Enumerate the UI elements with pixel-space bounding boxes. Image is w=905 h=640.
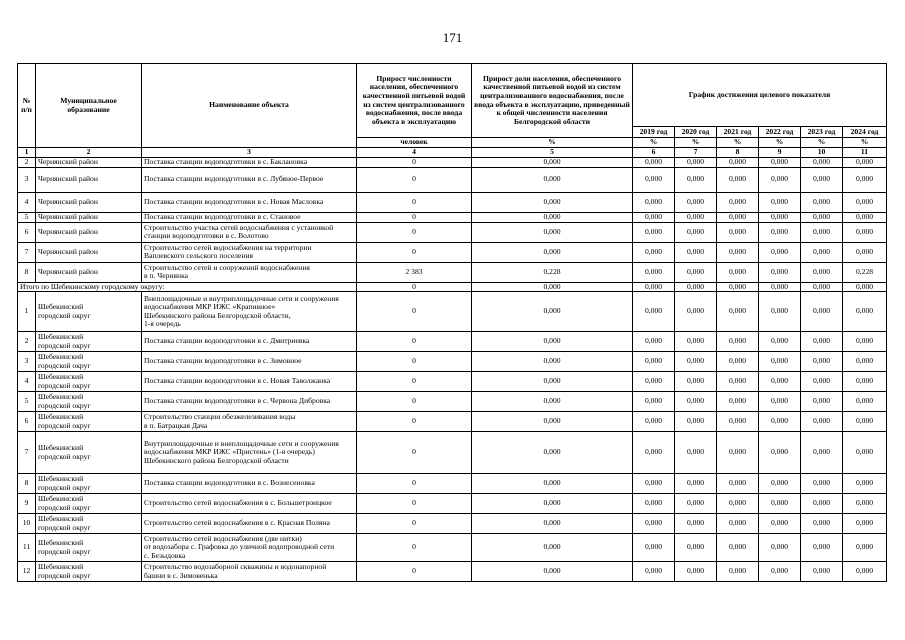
- year-value-cell: 0,000: [801, 212, 843, 222]
- year-value-cell: 0,228: [843, 262, 887, 282]
- year-value-cell: 0,000: [801, 392, 843, 412]
- year-value-cell: 0,000: [717, 222, 759, 242]
- year-value-cell: 0,000: [675, 242, 717, 262]
- object-name-cell: Поставка станции водоподготовки в с. Червона Дибровка: [142, 392, 357, 412]
- table-body: [18, 157, 887, 582]
- year-value-cell: 0,000: [843, 167, 887, 192]
- year-value-cell: 0,000: [717, 474, 759, 494]
- object-name-cell: Поставка станции водоподготовки в с. Становое: [142, 212, 357, 222]
- municipality-cell: Шебекинский городской округ: [36, 372, 142, 392]
- object-name-cell: Строительство сетей водоснабжения на территории Ваплевского сельского поселения: [142, 242, 357, 262]
- total-year-value: 0,000: [633, 282, 675, 292]
- total-year-value: 0,000: [759, 282, 801, 292]
- population-growth-cell: 0: [357, 372, 472, 392]
- year-value-cell: 0,000: [675, 392, 717, 412]
- year-value-cell: 0,000: [843, 292, 887, 332]
- year-value-cell: 0,000: [759, 167, 801, 192]
- header-year: 2022 год: [759, 127, 801, 138]
- table-row: [18, 167, 887, 192]
- year-value-cell: 0,000: [717, 192, 759, 212]
- year-value-cell: 0,000: [759, 292, 801, 332]
- row-number: 6: [18, 412, 36, 432]
- share-growth-cell: 0,000: [472, 242, 633, 262]
- row-number: 8: [18, 262, 36, 282]
- year-value-cell: 0,000: [843, 514, 887, 534]
- year-value-cell: 0,000: [675, 212, 717, 222]
- municipality-cell: Шебекинский городской округ: [36, 332, 142, 352]
- year-value-cell: 0,000: [717, 534, 759, 562]
- object-name-cell: Строительство сетей водоснабжения в с. Большетроицкое: [142, 494, 357, 514]
- object-name-cell: Поставка станции водоподготовки в с. Баклановка: [142, 157, 357, 167]
- unit-percent: %: [843, 138, 887, 148]
- row-number: 7: [18, 242, 36, 262]
- total-year-value: 0,000: [675, 282, 717, 292]
- year-value-cell: 0,000: [633, 242, 675, 262]
- year-value-cell: 0,000: [717, 412, 759, 432]
- municipality-cell: Чернянский район: [36, 212, 142, 222]
- share-growth-cell: 0,000: [472, 192, 633, 212]
- year-value-cell: 0,000: [801, 412, 843, 432]
- row-number: 11: [18, 534, 36, 562]
- column-number: 1: [18, 148, 36, 158]
- year-value-cell: 0,000: [633, 292, 675, 332]
- municipality-cell: Шебекинский городской округ: [36, 412, 142, 432]
- object-name-cell: Поставка станции водоподготовки в с. Дмитриевка: [142, 332, 357, 352]
- population-growth-cell: 0: [357, 534, 472, 562]
- header-column-numbers-row: [18, 148, 887, 158]
- header-population-growth: Прирост численности населения, обеспеченного качественной питьевой водой из систем централизованного водоснабжения, после ввода объекта в эксплуатацию: [357, 64, 472, 138]
- year-value-cell: 0,000: [633, 332, 675, 352]
- table-row: [18, 292, 887, 332]
- population-growth-cell: 0: [357, 514, 472, 534]
- table-row: [18, 332, 887, 352]
- year-value-cell: 0,000: [801, 474, 843, 494]
- table-row: [18, 157, 887, 167]
- year-value-cell: 0,000: [633, 262, 675, 282]
- header-no: № п/п: [18, 64, 36, 148]
- year-value-cell: 0,000: [675, 192, 717, 212]
- municipality-cell: Шебекинский городской округ: [36, 514, 142, 534]
- year-value-cell: 0,000: [675, 292, 717, 332]
- year-value-cell: 0,000: [675, 332, 717, 352]
- municipality-cell: Шебекинский городской округ: [36, 474, 142, 494]
- year-value-cell: 0,000: [675, 352, 717, 372]
- row-number: 6: [18, 222, 36, 242]
- share-growth-cell: 0,000: [472, 222, 633, 242]
- year-value-cell: 0,000: [675, 412, 717, 432]
- year-value-cell: 0,000: [675, 534, 717, 562]
- year-value-cell: 0,000: [759, 242, 801, 262]
- year-value-cell: 0,000: [843, 562, 887, 582]
- row-number: 2: [18, 332, 36, 352]
- share-growth-cell: 0,000: [472, 534, 633, 562]
- year-value-cell: 0,000: [717, 292, 759, 332]
- year-value-cell: 0,000: [633, 514, 675, 534]
- year-value-cell: 0,000: [717, 432, 759, 474]
- year-value-cell: 0,000: [801, 262, 843, 282]
- year-value-cell: 0,000: [717, 157, 759, 167]
- table-row: [18, 392, 887, 412]
- year-value-cell: 0,000: [759, 392, 801, 412]
- year-value-cell: 0,000: [801, 352, 843, 372]
- total-population-growth: 0: [357, 282, 472, 292]
- population-growth-cell: 0: [357, 292, 472, 332]
- unit-percent: %: [759, 138, 801, 148]
- year-value-cell: 0,000: [633, 534, 675, 562]
- table-row: [18, 494, 887, 514]
- year-value-cell: 0,000: [675, 372, 717, 392]
- object-name-cell: Строительство сетей водоснабжения (две нитки) от водозабора с. Графовка до уличной водопроводной сети с. Безыдовка: [142, 534, 357, 562]
- column-number: 10: [801, 148, 843, 158]
- unit-percent: %: [472, 138, 633, 148]
- municipality-cell: Шебекинский городской округ: [36, 534, 142, 562]
- object-name-cell: Внеплощадочные и внутриплощадочные сети и сооружения водоснабжения МКР ИЖС «Крапивное» Шебекинского района Белгородской области, 1-я очередь: [142, 292, 357, 332]
- year-value-cell: 0,000: [843, 412, 887, 432]
- year-value-cell: 0,000: [675, 562, 717, 582]
- unit-percent: %: [801, 138, 843, 148]
- year-value-cell: 0,000: [759, 494, 801, 514]
- table-header: [18, 64, 887, 158]
- header-municipality: Муниципальное образование: [36, 64, 142, 148]
- unit-percent: %: [717, 138, 759, 148]
- share-growth-cell: 0,000: [472, 562, 633, 582]
- year-value-cell: 0,000: [759, 157, 801, 167]
- year-value-cell: 0,000: [843, 534, 887, 562]
- year-value-cell: 0,000: [675, 222, 717, 242]
- object-name-cell: Строительство участка сетей водоснабжения с установкой станции водоподготовки в с. Волотово: [142, 222, 357, 242]
- share-growth-cell: 0,000: [472, 292, 633, 332]
- object-name-cell: Строительство сетей водоснабжения в с. Красная Поляна: [142, 514, 357, 534]
- row-number: 10: [18, 514, 36, 534]
- row-number: 5: [18, 392, 36, 412]
- year-value-cell: 0,000: [843, 332, 887, 352]
- year-value-cell: 0,000: [843, 372, 887, 392]
- year-value-cell: 0,000: [675, 167, 717, 192]
- share-growth-cell: 0,000: [472, 352, 633, 372]
- year-value-cell: 0,000: [801, 192, 843, 212]
- year-value-cell: 0,000: [675, 474, 717, 494]
- population-growth-cell: 0: [357, 157, 472, 167]
- municipality-cell: Чернянский район: [36, 242, 142, 262]
- table-row: [18, 372, 887, 392]
- column-number: 2: [36, 148, 142, 158]
- row-number: 9: [18, 494, 36, 514]
- population-growth-cell: 0: [357, 332, 472, 352]
- year-value-cell: 0,000: [717, 332, 759, 352]
- total-year-value: 0,000: [843, 282, 887, 292]
- table-row: [18, 412, 887, 432]
- year-value-cell: 0,000: [843, 494, 887, 514]
- object-name-cell: Поставка станции водоподготовки в с. Новая Таволжанка: [142, 372, 357, 392]
- year-value-cell: 0,000: [717, 352, 759, 372]
- year-value-cell: 0,000: [759, 412, 801, 432]
- population-growth-cell: 0: [357, 432, 472, 474]
- year-value-cell: 0,000: [633, 192, 675, 212]
- share-growth-cell: 0,000: [472, 494, 633, 514]
- share-growth-cell: 0,000: [472, 514, 633, 534]
- row-number: 3: [18, 352, 36, 372]
- row-number: 2: [18, 157, 36, 167]
- year-value-cell: 0,000: [801, 562, 843, 582]
- year-value-cell: 0,000: [675, 432, 717, 474]
- year-value-cell: 0,000: [801, 332, 843, 352]
- table-row: [18, 262, 887, 282]
- population-growth-cell: 0: [357, 352, 472, 372]
- object-name-cell: Строительство станции обезжелезивания воды в п. Батрацкая Дача: [142, 412, 357, 432]
- year-value-cell: 0,000: [843, 392, 887, 412]
- object-name-cell: Строительство водозаборной скважины и водонапорной башни в с. Зимовенька: [142, 562, 357, 582]
- population-growth-cell: 0: [357, 222, 472, 242]
- year-value-cell: 0,000: [801, 242, 843, 262]
- year-value-cell: 0,000: [801, 157, 843, 167]
- population-growth-cell: 0: [357, 562, 472, 582]
- year-value-cell: 0,000: [717, 167, 759, 192]
- object-name-cell: Внутриплощадочные и внеплощадочные сети и сооружения водоснабжения МКР ИЖС «Пристень» (1-я очередь) Шебекинского района Белгородской области: [142, 432, 357, 474]
- header-year: 2023 год: [801, 127, 843, 138]
- row-number: 12: [18, 562, 36, 582]
- share-growth-cell: 0,228: [472, 262, 633, 282]
- year-value-cell: 0,000: [633, 494, 675, 514]
- year-value-cell: 0,000: [717, 372, 759, 392]
- population-growth-cell: 0: [357, 392, 472, 412]
- year-value-cell: 0,000: [801, 222, 843, 242]
- target-indicator-table: [17, 63, 887, 582]
- share-growth-cell: 0,000: [472, 157, 633, 167]
- year-value-cell: 0,000: [759, 262, 801, 282]
- total-year-value: 0,000: [801, 282, 843, 292]
- column-number: 9: [759, 148, 801, 158]
- share-growth-cell: 0,000: [472, 332, 633, 352]
- row-number: 7: [18, 432, 36, 474]
- municipality-cell: Чернянский район: [36, 192, 142, 212]
- municipality-cell: Чернянский район: [36, 157, 142, 167]
- row-number: 8: [18, 474, 36, 494]
- population-growth-cell: 0: [357, 474, 472, 494]
- year-value-cell: 0,000: [759, 514, 801, 534]
- municipality-cell: Шебекинский городской округ: [36, 494, 142, 514]
- object-name-cell: Поставка станции водоподготовки в с. Новая Масловка: [142, 192, 357, 212]
- table-row: [18, 514, 887, 534]
- year-value-cell: 0,000: [843, 212, 887, 222]
- share-growth-cell: 0,000: [472, 392, 633, 412]
- year-value-cell: 0,000: [717, 392, 759, 412]
- year-value-cell: 0,000: [843, 192, 887, 212]
- year-value-cell: 0,000: [717, 262, 759, 282]
- year-value-cell: 0,000: [843, 432, 887, 474]
- header-year: 2020 год: [675, 127, 717, 138]
- year-value-cell: 0,000: [759, 432, 801, 474]
- year-value-cell: 0,000: [633, 157, 675, 167]
- year-value-cell: 0,000: [801, 292, 843, 332]
- column-number: 6: [633, 148, 675, 158]
- year-value-cell: 0,000: [843, 222, 887, 242]
- table-row: [18, 432, 887, 474]
- year-value-cell: 0,000: [843, 242, 887, 262]
- header-year: 2019 год: [633, 127, 675, 138]
- municipality-cell: Шебекинский городской округ: [36, 292, 142, 332]
- column-number: 7: [675, 148, 717, 158]
- year-value-cell: 0,000: [633, 222, 675, 242]
- share-growth-cell: 0,000: [472, 167, 633, 192]
- share-growth-cell: 0,000: [472, 412, 633, 432]
- year-value-cell: 0,000: [717, 514, 759, 534]
- share-growth-cell: 0,000: [472, 372, 633, 392]
- year-value-cell: 0,000: [633, 352, 675, 372]
- year-value-cell: 0,000: [759, 534, 801, 562]
- year-value-cell: 0,000: [633, 432, 675, 474]
- year-value-cell: 0,000: [759, 352, 801, 372]
- year-value-cell: 0,000: [633, 392, 675, 412]
- year-value-cell: 0,000: [759, 562, 801, 582]
- year-value-cell: 0,000: [843, 157, 887, 167]
- share-growth-cell: 0,000: [472, 212, 633, 222]
- municipality-cell: Шебекинский городской округ: [36, 352, 142, 372]
- year-value-cell: 0,000: [801, 432, 843, 474]
- year-value-cell: 0,000: [801, 372, 843, 392]
- share-growth-cell: 0,000: [472, 432, 633, 474]
- total-share-growth: 0,000: [472, 282, 633, 292]
- share-growth-cell: 0,000: [472, 474, 633, 494]
- column-number: 3: [142, 148, 357, 158]
- municipality-cell: Шебекинский городской округ: [36, 432, 142, 474]
- year-value-cell: 0,000: [717, 212, 759, 222]
- year-value-cell: 0,000: [675, 262, 717, 282]
- municipality-cell: Чернянский район: [36, 167, 142, 192]
- year-value-cell: 0,000: [759, 222, 801, 242]
- year-value-cell: 0,000: [801, 534, 843, 562]
- page-number: 171: [442, 30, 463, 45]
- row-number: 5: [18, 212, 36, 222]
- table-row: [18, 212, 887, 222]
- header-year: 2021 год: [717, 127, 759, 138]
- header-object-name: Наименование объекта: [142, 64, 357, 148]
- year-value-cell: 0,000: [633, 167, 675, 192]
- unit-percent: %: [675, 138, 717, 148]
- total-row: [18, 282, 887, 292]
- row-number: 4: [18, 372, 36, 392]
- header-year: 2024 год: [843, 127, 887, 138]
- object-name-cell: Поставка станции водоподготовки в с. Вознесеновка: [142, 474, 357, 494]
- table-row: [18, 242, 887, 262]
- row-number: 4: [18, 192, 36, 212]
- year-value-cell: 0,000: [633, 474, 675, 494]
- year-value-cell: 0,000: [759, 332, 801, 352]
- year-value-cell: 0,000: [675, 157, 717, 167]
- total-year-value: 0,000: [717, 282, 759, 292]
- year-value-cell: 0,000: [633, 372, 675, 392]
- year-value-cell: 0,000: [759, 192, 801, 212]
- table-row: [18, 534, 887, 562]
- year-value-cell: 0,000: [801, 167, 843, 192]
- object-name-cell: Поставка станции водоподготовки в с. Лубяное-Первое: [142, 167, 357, 192]
- population-growth-cell: 0: [357, 167, 472, 192]
- table-row: [18, 222, 887, 242]
- year-value-cell: 0,000: [675, 514, 717, 534]
- row-number: 1: [18, 292, 36, 332]
- unit-percent: %: [633, 138, 675, 148]
- table-row: [18, 474, 887, 494]
- row-number: 3: [18, 167, 36, 192]
- population-growth-cell: 0: [357, 494, 472, 514]
- population-growth-cell: 0: [357, 412, 472, 432]
- column-number: 8: [717, 148, 759, 158]
- year-value-cell: 0,000: [759, 372, 801, 392]
- column-number: 11: [843, 148, 887, 158]
- year-value-cell: 0,000: [717, 494, 759, 514]
- population-growth-cell: 2 383: [357, 262, 472, 282]
- total-label: Итого по Шебекинскому городскому округу:: [18, 282, 357, 292]
- column-number: 5: [472, 148, 633, 158]
- year-value-cell: 0,000: [759, 474, 801, 494]
- year-value-cell: 0,000: [675, 494, 717, 514]
- object-name-cell: Строительство сетей и сооружений водоснабжения в п. Чернянка: [142, 262, 357, 282]
- header-share-growth: Прирост доли населения, обеспеченного качественной питьевой водой из систем централизованного водоснабжения, после ввода объекта в эксплуатацию, приведенный к общей численности населения Белгородской области: [472, 64, 633, 138]
- municipality-cell: Шебекинский городской округ: [36, 562, 142, 582]
- year-value-cell: 0,000: [801, 514, 843, 534]
- year-value-cell: 0,000: [717, 562, 759, 582]
- population-growth-cell: 0: [357, 242, 472, 262]
- header-schedule: График достижения целевого показателя: [633, 64, 887, 127]
- municipality-cell: Чернянский район: [36, 222, 142, 242]
- table-row: [18, 562, 887, 582]
- unit-people: человек: [357, 138, 472, 148]
- year-value-cell: 0,000: [633, 562, 675, 582]
- year-value-cell: 0,000: [759, 212, 801, 222]
- table-row: [18, 352, 887, 372]
- year-value-cell: 0,000: [843, 352, 887, 372]
- table-row: [18, 192, 887, 212]
- year-value-cell: 0,000: [843, 474, 887, 494]
- municipality-cell: Шебекинский городской округ: [36, 392, 142, 412]
- population-growth-cell: 0: [357, 212, 472, 222]
- year-value-cell: 0,000: [633, 212, 675, 222]
- municipality-cell: Чернянский район: [36, 262, 142, 282]
- year-value-cell: 0,000: [717, 242, 759, 262]
- year-value-cell: 0,000: [801, 494, 843, 514]
- object-name-cell: Поставка станции водоподготовки в с. Зимовное: [142, 352, 357, 372]
- population-growth-cell: 0: [357, 192, 472, 212]
- year-value-cell: 0,000: [633, 412, 675, 432]
- column-number: 4: [357, 148, 472, 158]
